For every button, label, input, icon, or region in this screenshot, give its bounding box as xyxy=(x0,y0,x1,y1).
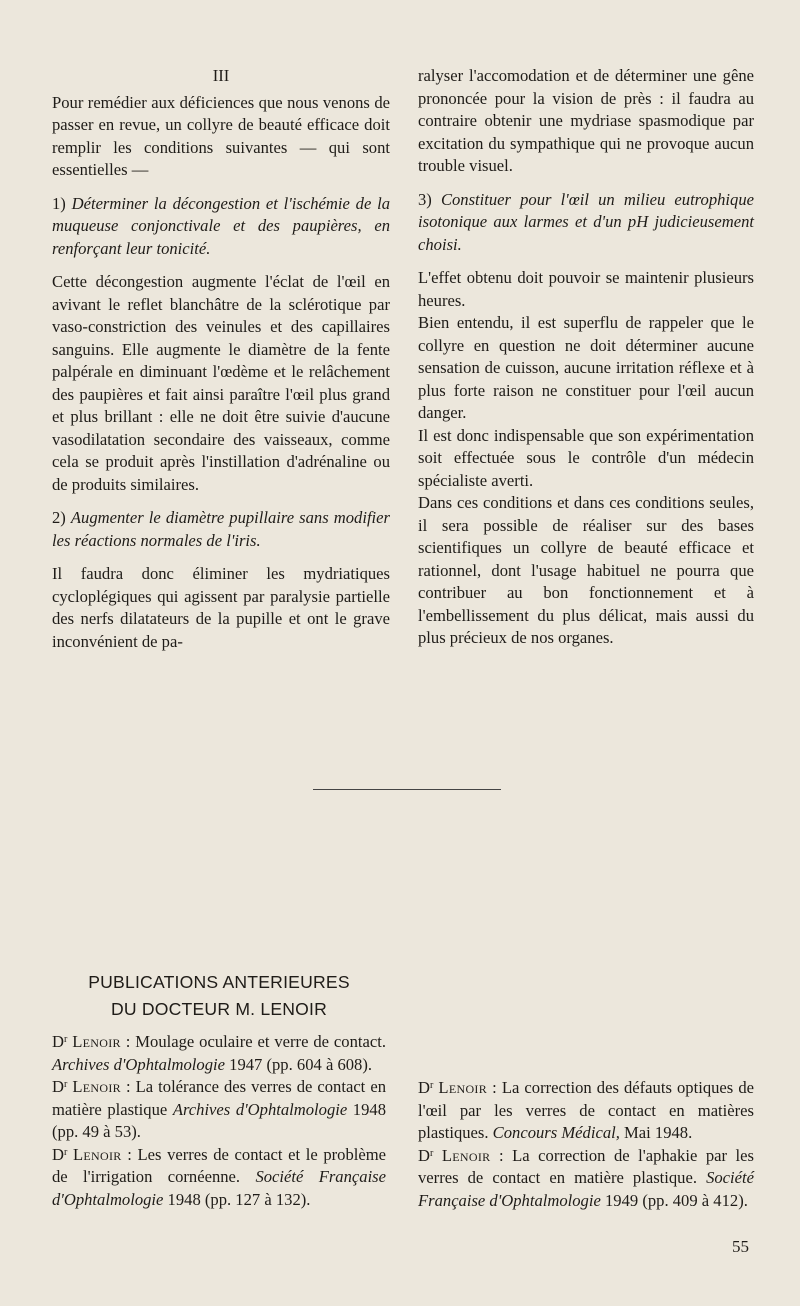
condition-3-number: 3) xyxy=(418,189,432,209)
section-number: III xyxy=(212,66,230,85)
condition-2-number: 2) xyxy=(52,508,66,527)
publications-title xyxy=(52,969,386,1023)
experimentation-paragraph: Il est donc indispensable que son expérimentation soit effectuée sous le contrôle d'un médecin spécialiste averti. xyxy=(418,425,754,490)
page-number: 55 xyxy=(732,1237,749,1256)
condition-2-heading xyxy=(52,507,390,552)
section-divider xyxy=(313,789,501,790)
right-column xyxy=(418,65,754,650)
publication-entry: $D^r$ Lenoir : La tolérance des verres de contact en matière plastique Archives d'Ophtalmologie 1948 (pp. 49 à 53). xyxy=(52,1077,386,1141)
publications-title-line-1: PUBLICATIONS ANTERIEURES xyxy=(88,972,350,992)
conclusion-paragraph: Dans ces conditions et dans ces conditions seules, il sera possible de réaliser sur des bases scientifiques un collyre de beauté efficace et rationnel, dont l'usage habituel ne pourra que contribuer au bon fonctionnement et à l'embellissement du plus délicat, mais aussi du plus précieux de nos organes. xyxy=(418,493,754,647)
condition-1-body: Cette décongestion augmente l'éclat de l'œil en avivant le reflet blanchâtre de la sclérotique par vaso-constriction des veinules et des capillaires sanguins. Elle augmente le diamètre de la fente palpérale en diminuant l'œdème et le relâchement des paupières et fait ainsi paraître l'œil plus grand et plus brillant : elle ne doit être suivie d'aucune vasodilatation secondaire des vaisseaux, comme cela se produit après l'instillation d'adrénaline ou de produits similaires. xyxy=(52,272,390,494)
publication-entry: $D^r$ Lenoir : Moulage oculaire et verre de contact. Archives d'Ophtalmologie 1947 (pp. 604 à 608). xyxy=(52,1032,386,1074)
publication-entry: $D^r$ Lenoir : La correction de l'aphakie par les verres de contact en matière plastique. Société Française d'Ophtalmologie 1949 (pp. 409 à 412). xyxy=(418,1145,754,1210)
intro-paragraph: Pour remédier aux déficiences que nous venons de passer en revue, un collyre de beauté efficace doit remplir les conditions suivantes — qui sont essentielles — xyxy=(52,92,390,179)
condition-2-title: Augmenter le diamètre pupillaire sans modifier les réactions normales de l'iris. xyxy=(52,508,390,550)
publications-left xyxy=(52,969,386,1211)
publications-right xyxy=(418,1077,754,1212)
publication-entry: $D^r$ Lenoir : La correction des défauts optiques de l'œil par les verres de contact en matières plastiques. Concours Médical, Mai 1948. xyxy=(418,1078,754,1142)
effect-paragraph: L'effet obtenu doit pouvoir se maintenir plusieurs heures. xyxy=(418,268,754,310)
publications-title-line-2: DU DOCTEUR M. LENOIR xyxy=(110,999,328,1019)
condition-1-heading xyxy=(52,193,390,261)
left-column xyxy=(52,65,390,653)
condition-3-heading xyxy=(418,189,754,257)
continuation-paragraph: ralyser l'accomodation et de déterminer une gêne prononcée pour la vision de près : il faudra au contraire obtenir une mydriase spasmodique par excitation du sympathique qui ne provoque aucun trouble visuel. xyxy=(418,66,754,175)
condition-1-title: Déterminer la décongestion et l'ischémie de la muqueuse conjonctivale et des paupières, en renforçant leur tonicité. xyxy=(52,193,390,258)
condition-1-number: 1) xyxy=(52,193,66,213)
safety-paragraph: Bien entendu, il est superflu de rappeler que le collyre en question ne doit déterminer aucune sensation de cuisson, aucune irritation réflexe et à plus forte raison ne constituer pour l'œil aucun danger. xyxy=(418,313,754,422)
condition-3-title: Constituer pour l'œil un milieu eutrophique isotonique aux larmes et d'un pH judicieusement choisi. xyxy=(418,189,754,254)
publication-entry: $D^r$ Lenoir : Les verres de contact et le problème de l'irrigation cornéenne. Société Française d'Ophtalmologie 1948 (pp. 127 à 132). xyxy=(52,1144,386,1209)
condition-2-body: Il faudra donc éliminer les mydriatiques cycloplégiques qui agissent par paralysie partielle des nerfs dilatateurs de la pupille et ont le grave inconvénient de pa- xyxy=(52,564,390,651)
